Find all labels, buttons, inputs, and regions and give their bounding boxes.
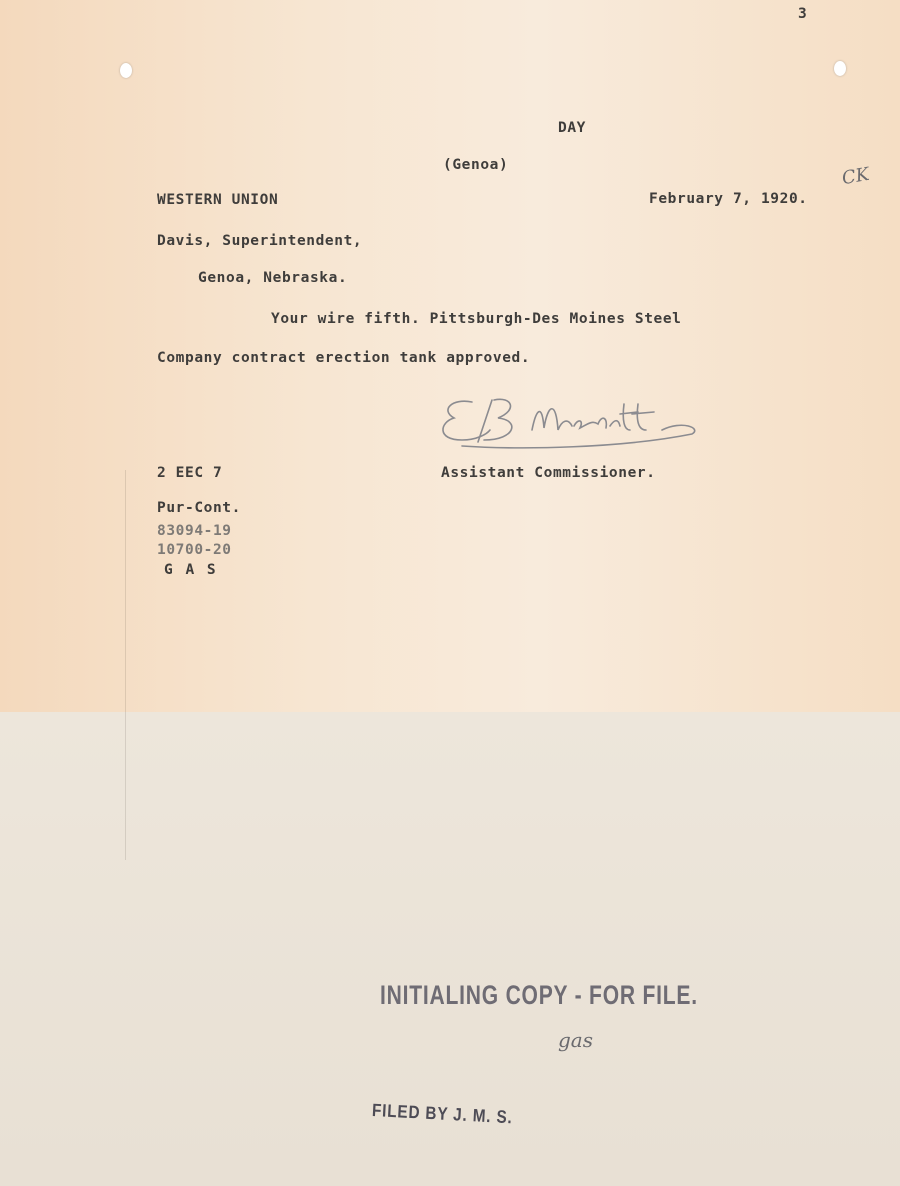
body-line-1: Your wire fifth. Pittsburgh-Des Moines Steel xyxy=(271,311,682,327)
crease-line xyxy=(125,470,126,860)
punch-hole-left xyxy=(120,63,132,78)
initialing-copy-stamp: INITIALING COPY - FOR FILE. xyxy=(380,980,698,1010)
signature-image xyxy=(432,390,712,460)
stamp-initials: gas xyxy=(558,1028,593,1052)
page-number: 3 xyxy=(798,6,808,22)
file-ref-3: 10700-20 xyxy=(157,542,232,558)
punch-hole-right xyxy=(834,61,846,76)
check-mark-annotation: CK xyxy=(840,163,871,190)
reference-code: 2 EEC 7 xyxy=(157,465,223,481)
recipient-address: Genoa, Nebraska. xyxy=(198,270,348,286)
service-type: DAY xyxy=(558,120,586,136)
location-note: (Genoa) xyxy=(443,157,509,173)
filed-by-stamp: FILED BY J. M. S. xyxy=(371,1100,514,1128)
file-ref-1: Pur-Cont. xyxy=(157,500,241,516)
body-line-2: Company contract erection tank approved. xyxy=(157,350,531,366)
signer-title: Assistant Commissioner. xyxy=(441,465,656,481)
carrier-name: WESTERN UNION xyxy=(157,192,279,208)
recipient-name: Davis, Superintendent, xyxy=(157,233,363,249)
letter-date: February 7, 1920. xyxy=(649,191,808,207)
file-ref-4: G A S xyxy=(164,562,218,578)
file-ref-2: 83094-19 xyxy=(157,523,232,539)
